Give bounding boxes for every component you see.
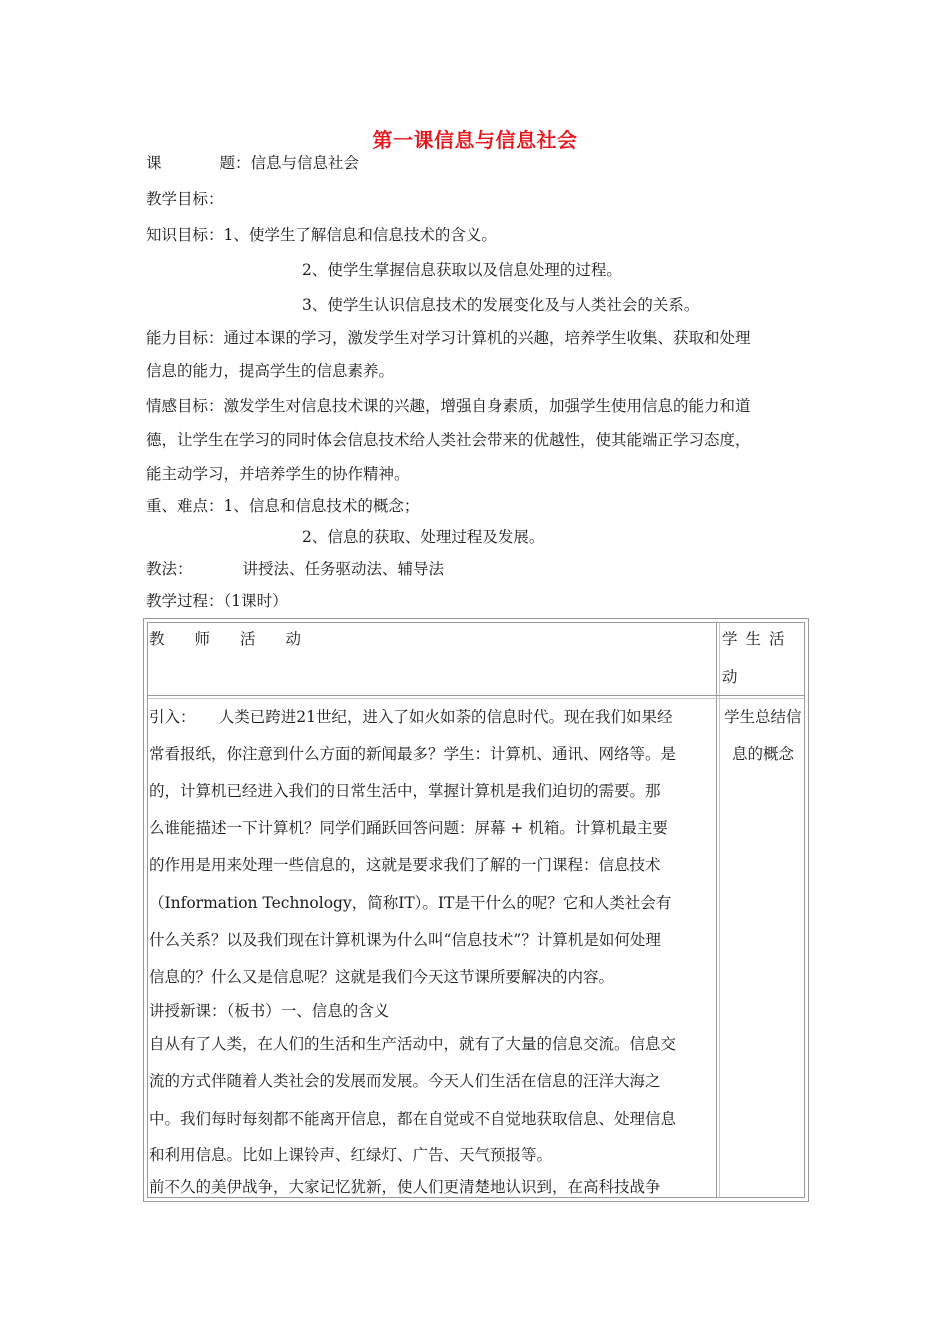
column-divider: [716, 622, 717, 1198]
emotion-goal-line-1: 情感目标：激发学生对信息技术课的兴趣，增强自身素质，加强学生使用信息的能力和道: [146, 397, 751, 415]
teacher-text-line: 流的方式伴随着人类社会的发展而发展。今天人们生活在信息的汪洋大海之: [149, 1072, 661, 1090]
teacher-text-line: 前不久的美伊战争，大家记忆犹新，使人们更清楚地认识到，在高科技战争: [149, 1178, 661, 1196]
page-title: 第一课信息与信息社会: [372, 128, 578, 152]
teacher-text-line: 的，计算机已经进入我们的日常生活中，掌握计算机是我们迫切的需要。那: [149, 782, 661, 800]
knowledge-goal-2: 2、使学生掌握信息获取以及信息处理的过程。: [302, 261, 622, 279]
process-label: 教学过程：（1课时）: [146, 592, 288, 610]
teacher-header-char: 师: [194, 630, 211, 648]
teacher-text-line: 么谁能描述一下计算机？同学们踊跃回答问题：屏幕 + 机箱。计算机最主要: [149, 819, 668, 837]
teacher-text-line: 什么关系？以及我们现在计算机课为什么叫“信息技术”？计算机是如何处理: [149, 931, 661, 949]
teacher-text-line: 的作用是用来处理一些信息的，这就是要求我们了解的一门课程：信息技术: [149, 856, 661, 874]
emotion-goal-line-2: 德，让学生在学习的同时体会信息技术给人类社会带来的优越性，使其能端正学习态度，: [146, 431, 751, 449]
topic-line: [146, 153, 359, 173]
teacher-text-line: 引入： 人类已跨进21世纪，进入了如火如荼的信息时代。现在我们如果经: [149, 708, 673, 726]
ability-goal-line-1: 能力目标：通过本课的学习，激发学生对学习计算机的兴趣，培养学生收集、获取和处理: [146, 329, 751, 347]
lesson-table-inner: [147, 622, 805, 1198]
header-divider-inner: [148, 698, 804, 699]
header-divider: [148, 695, 804, 696]
goals-label: 教学目标：: [146, 190, 224, 208]
topic-label: 课: [146, 154, 162, 172]
key-points-2: 2、信息的获取、处理过程及发展。: [302, 528, 545, 546]
teacher-text-line: 信息的？什么又是信息呢？这就是我们今天这节课所要解决的内容。: [149, 968, 615, 986]
teacher-text-line: （Information Technology，简称IT）。IT是干什么的呢？它和人类社会有: [149, 894, 672, 912]
column-divider-inner: [719, 622, 720, 1198]
teacher-header-char: 活: [240, 630, 256, 648]
lesson-table: [143, 618, 809, 1202]
knowledge-goal-1: 知识目标：1、使学生了解信息和信息技术的含义。: [146, 226, 497, 244]
teacher-text-line: 中。我们每时每刻都不能离开信息，都在自觉或不自觉地获取信息、处理信息: [149, 1110, 677, 1128]
student-text-line: 息的概念: [732, 745, 795, 763]
method-line: [146, 559, 444, 579]
knowledge-goal-3: 3、使学生认识信息技术的发展变化及与人类社会的关系。: [302, 296, 700, 314]
teacher-text-line: 自从有了人类，在人们的生活和生产活动中，就有了大量的信息交流。信息交: [149, 1035, 677, 1053]
student-activity-header: 学生活: [722, 630, 793, 648]
teacher-text-line: 常看报纸，你注意到什么方面的新闻最多？学生：计算机、通讯、网络等。是: [149, 745, 677, 763]
student-text-line: 学生总结信: [724, 708, 802, 726]
teacher-activity-header: [149, 629, 301, 649]
topic-value: 题：信息与信息社会: [219, 154, 360, 172]
key-points-1: 重、难点：1、信息和信息技术的概念；: [146, 497, 420, 515]
student-activity-header-cont: 动: [722, 668, 738, 686]
ability-goal-line-2: 信息的能力，提高学生的信息素养。: [146, 362, 395, 380]
emotion-goal-line-3: 能主动学习，并培养学生的协作精神。: [146, 465, 410, 483]
teacher-text-line: 和利用信息。比如上课铃声、红绿灯、广告、天气预报等。: [149, 1146, 553, 1164]
teacher-header-char: 教: [149, 630, 165, 648]
teacher-text-line: 讲授新课：（板书）一、信息的含义: [149, 1002, 390, 1020]
method-value: 讲授法、任务驱动法、辅导法: [242, 560, 445, 578]
method-label: 教法：: [146, 560, 193, 578]
teacher-header-char: 动: [285, 630, 302, 648]
